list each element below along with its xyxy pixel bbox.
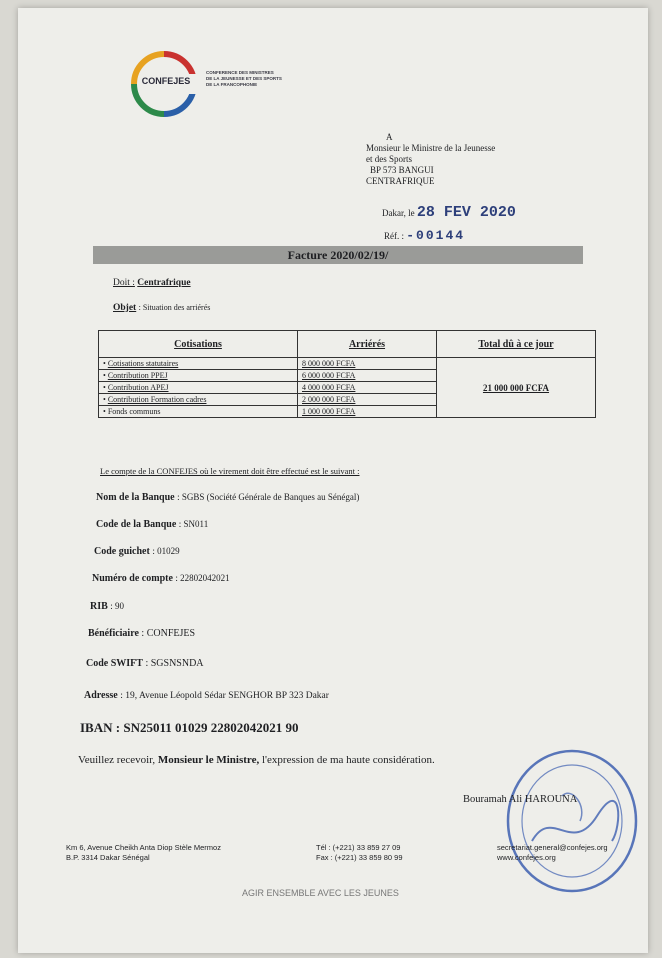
iban-label: IBAN : [80,720,121,735]
table-row [99,358,596,370]
table-header: Arriérés [298,331,437,358]
footer-email: secretariat.general@confejes.org [497,843,608,852]
official-seal [502,746,642,896]
table-cell-item: • Cotisations statutaires [99,358,298,370]
footer-address-line: B.P. 3314 Dakar Sénégal [66,853,150,862]
iban-value: SN25011 01029 22802042021 90 [123,720,299,735]
footer-phone [316,843,403,863]
arrears-table [98,330,596,418]
debtor-label: Doit : [113,278,135,288]
item-text: Cotisations statutaires [107,359,179,368]
table-header-row [99,331,596,358]
invoice-title: Facture 2020/02/19/ [93,246,583,264]
reference-label: Réf. : [384,231,404,241]
table-cell-amount: 4 000 000 FCFA [298,382,437,394]
branch-code-line [94,546,180,557]
bank-value: : SGBS (Société Générale de Banques au Sénégal) [177,492,360,502]
item-text: Fonds communs [107,407,161,416]
date-line [382,204,516,221]
logo-tagline-line: DE LA JEUNESSE ET DES SPORTS [206,76,282,81]
object-label: Objet [113,303,137,313]
table-cell-item: • Contribution Formation cadres [99,394,298,406]
bank-value: : 01029 [152,546,180,556]
footer-web [497,843,608,863]
footer-address [66,843,221,863]
debtor-line [113,278,191,288]
item-text: Contribution Formation cadres [107,395,207,404]
bank-label: Code guichet [94,546,150,557]
bank-label: Bénéficiaire [88,628,139,639]
logo-tagline-line: CONFERENCE DES MINISTRES [206,70,274,75]
logo-tagline-line: DE LA FRANCOPHONIE [206,82,258,87]
bank-name-line [96,492,359,503]
signatory-name: Bouramah Ali HAROUNA [463,794,578,805]
footer-website: www.confejes.org [497,853,556,862]
footer-slogan: AGIR ENSEMBLE AVEC LES JEUNES [242,888,399,898]
footer-address-line: Km 6, Avenue Cheikh Anta Diop Stèle Mermoz [66,843,221,852]
reference-stamp: -00144 [406,228,466,243]
bank-value: : 19, Avenue Léopold Sédar SENGHOR BP 323 Dakar [120,691,329,701]
bank-label: Code de la Banque [96,519,177,530]
table-cell-amount: 2 000 000 FCFA [298,394,437,406]
bank-label: Nom de la Banque [96,492,175,503]
iban-line [80,720,299,736]
account-number-line [92,573,230,584]
closing-bold: Monsieur le Ministre, [157,754,260,766]
swift-line [86,658,204,669]
date-label: Dakar, le [382,208,415,218]
item-text: Contribution APEJ [107,383,169,392]
bank-label: Adresse [84,690,118,701]
bank-value: : 90 [110,601,125,611]
bank-value: : SGSNSNDA [145,658,204,669]
item-text: Contribution PPEJ [107,371,168,380]
table-cell-total: 21 000 000 FCFA [437,358,596,418]
debtor-value: Centrafrique [137,278,191,288]
footer-phone-line: Tél : (+221) 33 859 27 09 [316,843,401,852]
table-cell-amount: 8 000 000 FCFA [298,358,437,370]
table-cell-amount: 6 000 000 FCFA [298,370,437,382]
footer-phone-line: Fax : (+221) 33 859 80 99 [316,853,403,862]
table-cell-item: • Contribution APEJ [99,382,298,394]
recipient-address [366,132,495,187]
bank-label: Code SWIFT [86,658,143,669]
recipient-line: Monsieur le Ministre de la Jeunesse [366,143,496,153]
bank-value: : 22802042021 [175,573,230,583]
bank-value: : CONFEJES [141,628,196,639]
recipient-line: et des Sports [366,154,412,164]
bank-label: RIB [90,601,108,612]
table-cell-item: • Contribution PPEJ [99,370,298,382]
account-intro: Le compte de la CONFEJES où le virement doit être effectué est le suivant : [100,466,360,476]
logo-name: CONFEJES [141,76,191,86]
closing-part: l'expression de ma haute considération. [261,754,435,766]
table-cell-amount: 1 000 000 FCFA [298,406,437,418]
bank-code-line [96,519,208,530]
logo-tagline [206,70,301,88]
table-header: Cotisations [99,331,298,358]
bank-label: Numéro de compte [92,573,173,584]
bank-value: : SN011 [178,519,209,529]
table-cell-item: • Fonds communs [99,406,298,418]
recipient-prefix: A [386,132,393,142]
address-line [84,690,329,701]
date-stamp: 28 FEV 2020 [416,204,516,221]
rib-line [90,601,124,612]
table-header: Total dû à ce jour [437,331,596,358]
closing-part: Veuillez recevoir, [78,754,156,766]
closing-sentence [78,754,435,766]
object-value: : Situation des arriérés [138,303,211,312]
object-line [113,303,210,313]
recipient-line: CENTRAFRIQUE [366,176,435,186]
beneficiary-line [88,628,195,639]
recipient-line: BP 573 BANGUI [370,165,434,175]
reference-line [384,228,465,243]
